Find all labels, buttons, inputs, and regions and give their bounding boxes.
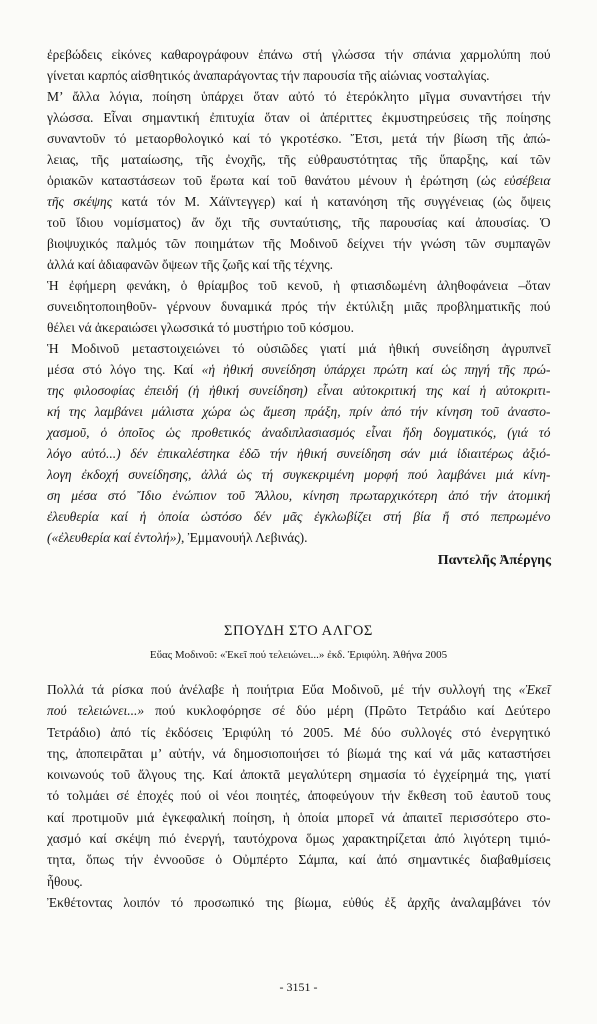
line-text: ἦθους. [47, 873, 83, 889]
line-text: της, ἀποπειρᾶται μ’ αὐτήν, νά δημοσιοποιήσει τό βίωμά της καί νά μᾶς καταστήσει [47, 745, 551, 761]
text-line [47, 785, 551, 806]
review-body [47, 679, 551, 913]
italic-text-run: «ἡ ἠθική συνείδηση ὑπάρχει πρώτη καί ὡς πηγή τῆς πρώ- [201, 362, 551, 377]
line-text [47, 679, 551, 700]
page-number: - 3151 - [279, 980, 318, 994]
line-text [47, 359, 550, 380]
text-line [47, 191, 551, 212]
italic-line-text: κή της λαμβάνει μάλιστα χώρα ὡς ἄμεση πράξη, πρίν ἀπό τήν κίνηση τοῦ ἀναστο- [47, 404, 551, 419]
line-text: τητα, ὅπως τήν ἐννοοῦσε ὁ Οὐμπέρτο Σάμπα, καί ἀπό σημαντικές διαβαθμίσεις [47, 852, 551, 868]
text-line [47, 828, 551, 849]
italic-text-run: ὡς εὐσέβεια [480, 173, 551, 188]
text-line [47, 485, 551, 506]
line-text: θέλει νά ἀκεραιώσει γλωσσικά τό μυστήριο τοῦ κόσμου. [47, 320, 354, 335]
text-line [47, 128, 551, 149]
italic-text-run: «Ἐκεῖ [518, 682, 551, 697]
text-line [47, 679, 551, 700]
text-line [47, 254, 551, 275]
line-text: Μ’ ἄλλα λόγια, ποίηση ὑπάρχει ὅταν αὐτό τό ἑτερόκλητο μῖγμα συναντήσει τήν [47, 89, 551, 104]
line-text: Ἡ ἐφήμερη φενάκη, ὁ θρίαμβος τοῦ κενοῦ, ἡ φτιασιδωμένη ἀληθοφάνεια –ὅταν [47, 278, 551, 293]
line-text: συναντοῦν τό μεταορθολογικό καί τό γκροτέσκο. Ἔτσι, μετά τήν βίωση τῆς ἀπώ- [47, 131, 551, 146]
text-line [47, 149, 551, 170]
italic-text-run: («ἐλευθερία καί ἐντολή») [47, 530, 181, 545]
text-run: μέσα στό λόγο της. Καί [47, 362, 202, 377]
italic-text-run: πού τελειώνει...» [47, 703, 145, 719]
text-line [47, 764, 551, 785]
line-text [47, 191, 551, 212]
text-line [47, 527, 551, 548]
line-text: Τετράδιο) ἀπό τίς ἐκδόσεις Ἐριφύλη τό 2005. Μέ δύο συλλογές στό ἐνεργητικό [47, 724, 551, 740]
text-line [47, 359, 551, 380]
line-text: Ἐκθέτοντας λοιπόν τό προσωπικό της βίωμα, εὐθύς ἐξ ἀρχῆς ἀναλαμβάνει τόν [47, 894, 551, 910]
text-line [47, 743, 551, 764]
text-run: ὁριακῶν καταστάσεων τοῦ ἔρωτα καί τοῦ θανάτου μένουν ἡ ἐρώτηση ( [47, 173, 481, 188]
text-line [47, 170, 551, 191]
text-line [47, 86, 551, 107]
line-text: γλώσσα. Εἶναι σημαντική ἐπιτυχία ὅταν οἱ ἀπέριττες ἐκμυστηρεύσεις τῆς ποίησης [47, 110, 551, 125]
line-text: γίνεται καρπός αἰσθητικός ἀναπαράγοντας τήν παρουσία τῆς αἰώνιας νοσταλγίας. [47, 68, 490, 83]
text-line [47, 401, 551, 422]
text-line [47, 506, 551, 527]
text-line [47, 892, 551, 913]
italic-line-text: χασμοῦ, ὁ ὁποῖος ὡς προθετικός ἀναδιπλασιασμός εἶναι ἤδη δογματικός, (γιά τό [47, 425, 551, 440]
line-text: λειας, τῆς ματαίωσης, τῆς ἐνοχῆς, τῆς εὐθραυστότητας τῆς ὕπαρξης, καί τῶν [47, 152, 551, 167]
text-line [47, 296, 551, 317]
text-line [47, 317, 551, 338]
text-line [47, 700, 551, 721]
text-line [47, 233, 551, 254]
author-signature: Παντελῆς Ἀπέργης [437, 553, 551, 568]
italic-text-run: τῆς σκέψης [47, 194, 113, 209]
italic-line-text: λόγο αὐτό...) δέν ἐπικαλέστηκα ἐδῶ τήν ἠθική συνείδηση σάν μιά ἰδιαιτέρως ἀξιό- [47, 446, 551, 461]
line-text [47, 170, 550, 191]
italic-line-text: ση μέσα στό Ἴδιο ἐνώπιον τοῦ Ἄλλου, κίνηση πρωταρχικότερη ἀπό τήν ἀτομική [47, 488, 551, 503]
text-run: κατά τόν Μ. Χάϊντεγγερ) καί ἡ κατανόηση τῆς συγγένειας (ὡς ὄψεις [112, 194, 551, 209]
line-text: συνειδητοποιηθοῦν- γέρνουν δυναμικά πρός τήν ἐκτύλιξη μιᾶς προβληματικῆς πού [47, 299, 551, 314]
line-text: ἀλλά καί ἀδιαφανῶν ὄψεων τῆς ζωῆς καί τῆς τέχνης. [47, 257, 333, 272]
text-line [47, 212, 551, 233]
italic-line-text: ἐλευθερία καί ἡ ὁποία ὡστόσο δέν μᾶς ἐγκλωβίζει στή βία ἤ στό πεπρωμένο [47, 509, 551, 524]
text-line [47, 807, 551, 828]
text-line [47, 65, 551, 86]
line-text: τοῦ ἴδιου νομίσματος) ἄν ὄχι τῆς συνταύτισης, τῆς παρουσίας καί ἀπουσίας. Ὁ [47, 215, 551, 230]
review-title: ΣΠΟΥΔΗ ΣΤΟ ΑΛΓΟΣ [224, 623, 373, 639]
text-run: Πολλά τά ρίσκα πού ἀνέλαβε ἡ ποιήτρια Εὔα Μοδινοῦ, μέ τήν συλλογή της [47, 682, 519, 697]
line-text: καί προτιμοῦν μιά ἐγκεφαλική ποίηση, ἡ ὁποία μπορεῖ νά ἀπαιτεῖ περισσότερο στο- [47, 809, 551, 825]
line-text: κοινωνούς τοῦ ἄλγους της. Καί ἀποκτᾶ μεγαλύτερη σημασία τό ἐγχείρημά της, γιατί [47, 767, 551, 783]
line-text: βιοψυχικός παλμός τῶν ποιημάτων τῆς Μοδινοῦ δείχνει τήν γνώση τῶν συμπαγῶν [47, 236, 551, 251]
italic-line-text: λογη ἐκδοχή συνείδησης, ἀλλά ὡς τή συγκεκριμένη μορφή πού λαμβάνει μιά κίνη- [47, 467, 551, 482]
text-line [47, 380, 551, 401]
text-line [47, 107, 551, 128]
text-line [47, 722, 551, 743]
text-line [47, 422, 551, 443]
line-text: χασμό καί σκέψη πιό ἐνεργή, ταυτόχρονα ὅμως χαρακτηρίζεται ἀπό λιγότερη τιμιό- [47, 831, 551, 847]
line-text [47, 700, 551, 721]
text-line [47, 44, 551, 65]
line-text: Ἡ Μοδινοῦ μεταστοιχειώνει τό οὐσιῶδες γιατί μιά ἠθική συνείδηση ἀγρυπνεῖ [47, 341, 551, 356]
text-line [47, 849, 551, 870]
line-text: τό τολμάει σέ ἐποχές πού οἱ νέοι ποιητές, ἀποφεύγουν τήν ἔκθεση τοῦ ἑαυτοῦ τους [47, 788, 551, 804]
previous-article-ending [47, 44, 551, 573]
text-line [47, 275, 551, 296]
text-run: , Ἐμμανουήλ Λεβινάς). [180, 530, 308, 545]
text-line [47, 443, 551, 464]
text-line [47, 871, 551, 892]
line-text: ἐρεβώδεις εἰκόνες καθαρογράφουν ἐπάνω στή γλώσσα τήν σπάνια χαρμολύπη πού [47, 47, 551, 62]
italic-line-text: της φιλοσοφίας ἐπειδή (ἡ ἠθική συνείδηση) εἶναι αὐτοκριτική της καί ἡ αὐτοκριτι- [47, 383, 551, 398]
line-text [47, 527, 307, 548]
text-line [47, 338, 551, 359]
review-book-info: Εὔας Μοδινοῦ: «Ἐκεῖ πού τελειώνει...» ἐκδ. Ἐριφύλη. Ἀθήνα 2005 [149, 649, 448, 661]
text-line [47, 464, 551, 485]
text-run: πού κυκλοφόρησε σέ δύο μέρη (Πρῶτο Τετράδιο καί Δεύτερο [144, 703, 551, 719]
